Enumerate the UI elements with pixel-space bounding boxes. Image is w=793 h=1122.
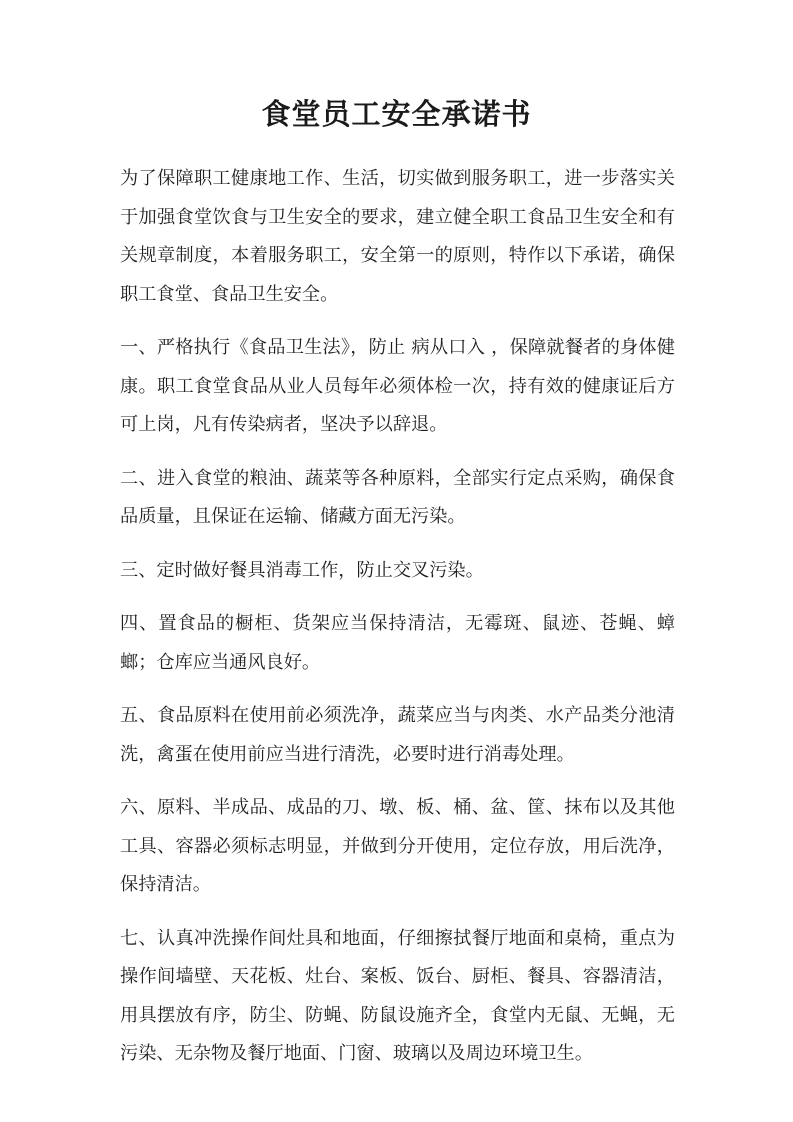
paragraph-item-4: 四、置食品的橱柜、货架应当保持清洁，无霉斑、鼠迹、苍蝇、蟑螂；仓库应当通风良好。 — [120, 613, 675, 673]
paragraph-item-1: 一、严格执行《食品卫生法》，防止 病从口入 ，保障就餐者的身体健康。职工食堂食品从业人员每年必须体检一次，持有效的健康证后方可上岗，凡有传染病者，坚决予以辞退。 — [120, 337, 675, 435]
paragraph-item-2: 二、进入食堂的粮油、蔬菜等各种原料，全部实行定点采购，确保食品质量，且保证在运输、储藏方面无污染。 — [120, 467, 675, 527]
document-body — [120, 160, 675, 1089]
page-title: 食堂员工安全承诺书 — [261, 97, 532, 131]
intro-paragraph: 为了保障职工健康地工作、生活，切实做到服务职工，进一步落实关于加强食堂饮食与卫生安全的要求，建立健全职工食品卫生安全和有关规章制度，本着服务职工，安全第一的原则，特作以下承诺，确保职工食堂、食品卫生安全。 — [120, 168, 675, 305]
paragraph-item-5: 五、食品原料在使用前必须洗净，蔬菜应当与肉类、水产品类分池清洗，禽蛋在使用前应当进行清洗，必要时进行消毒处理。 — [120, 705, 675, 765]
paragraph-item-6: 六、原料、半成品、成品的刀、墩、板、桶、盆、筐、抹布以及其他工具、容器必须标志明显，并做到分开使用，定位存放，用后洗净，保持清洁。 — [120, 797, 675, 895]
paragraph-item-3: 三、定时做好餐具消毒工作，防止交叉污染。 — [120, 559, 484, 581]
paragraph-item-7: 七、认真冲洗操作间灶具和地面，仔细擦拭餐厅地面和桌椅，重点为操作间墙壁、天花板、灶台、案板、饭台、厨柜、餐具、容器清洁，用具摆放有序，防尘、防蝇、防鼠设施齐全，食堂内无鼠、无蝇，无污染、无杂物及餐厅地面、门窗、玻璃以及周边环境卫生。 — [120, 927, 675, 1064]
